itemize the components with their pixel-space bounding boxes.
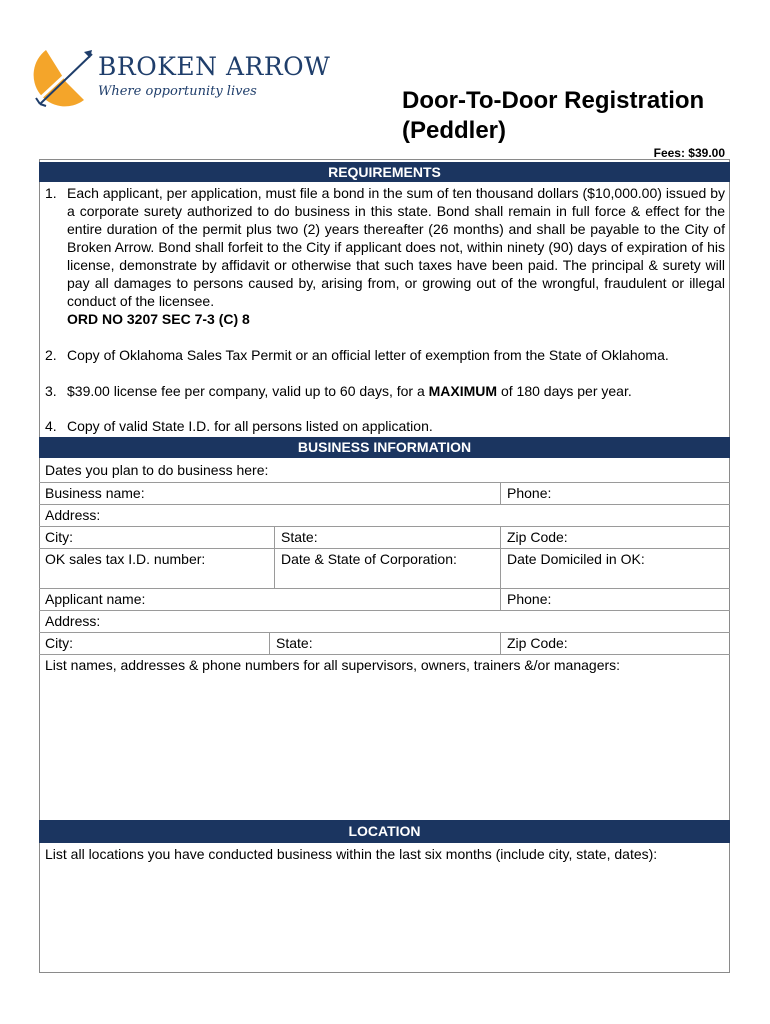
requirement-text-before: $39.00 license fee per company, valid up to 60 days, for a [67,383,429,399]
requirement-number: 4. [45,418,57,434]
requirement-number: 3. [45,383,57,399]
divider [500,482,501,504]
title-line-1: Door-To-Door Registration [402,87,705,114]
business-information-header: BUSINESS INFORMATION [39,437,730,458]
applicant-name-field-label: Applicant name: [45,591,146,607]
divider [39,654,730,655]
divider [39,482,730,483]
tax-id-field-label: OK sales tax I.D. number: [45,551,206,567]
applicant-phone-field-label: Phone: [507,591,552,607]
requirement-text [67,382,725,400]
business-zip-field-label: Zip Code: [507,529,568,545]
divider [39,632,730,633]
divider [39,610,730,611]
domiciled-field-label: Date Domiciled in OK: [507,551,645,567]
logo-tagline: Where opportunity lives [98,84,257,99]
managers-list-label: List names, addresses & phone numbers for all supervisors, owners, trainers &/or managers: [45,657,621,673]
title-line-2: (Peddler) [402,117,507,144]
business-state-field-label: State: [281,529,318,545]
requirement-item-1 [45,184,725,328]
requirement-number: 2. [45,347,57,363]
requirement-number: 1. [45,185,57,201]
divider [269,632,270,654]
applicant-state-field-label: State: [276,635,313,651]
requirement-item-3 [45,382,725,400]
business-phone-field-label: Phone: [507,485,552,501]
requirement-text: Copy of Oklahoma Sales Tax Permit or an official letter of exemption from the State of Oklahoma. [67,347,669,363]
requirement-item-4 [45,417,725,435]
location-header: LOCATION [39,820,730,843]
business-address-field-label: Address: [45,507,101,523]
divider [39,588,730,589]
ordinance-reference: ORD NO 3207 SEC 7-3 (C) 8 [67,311,250,327]
applicant-zip-field-label: Zip Code: [507,635,568,651]
business-city-field-label: City: [45,529,73,545]
broken-arrow-logo-icon [26,42,96,112]
logo-brand-name: BROKEN ARROW [98,52,331,81]
divider [39,526,730,527]
applicant-city-field-label: City: [45,635,73,651]
divider [274,526,275,588]
dates-field-label: Dates you plan to do business here: [45,462,269,478]
requirements-header: REQUIREMENTS [39,162,730,182]
fees-label: Fees: $39.00 [653,146,725,160]
requirement-text-bold: MAXIMUM [428,383,498,399]
divider [500,588,501,610]
logo [26,42,336,112]
applicant-address-field-label: Address: [45,613,101,629]
corporation-field-label: Date & State of Corporation: [281,551,457,567]
business-name-field-label: Business name: [45,485,145,501]
requirement-item-2 [45,346,725,364]
locations-list-label: List all locations you have conducted business within the last six months (include city, state, dates): [45,846,658,862]
requirement-text: Copy of valid State I.D. for all persons listed on application. [67,418,433,434]
divider [500,526,501,588]
page-title [402,86,704,146]
requirement-text: Each applicant, per application, must file a bond in the sum of ten thousand dollars ($10,000.00) issued by a corporate surety authorized to do business in this state. Bond shall remain in full force & effect for the entire duration of the permit plus two (2) years thereafter (26 months) and shall be payable to the City of Broken Arrow. Bond shall forfeit to the City if applicant does not, within ninety (90) days of expiration of his license, demonstrate by affidavit or otherwise that such taxes have been paid. The principal & surety will pay all damages to persons caused by, arising from, or growing out of the wrongful, fraudulent or illegal conduct of the licensee. [67,185,725,309]
divider [39,548,730,549]
requirement-text-after: of 180 days per year. [497,383,632,399]
divider [500,632,501,654]
divider [39,504,730,505]
